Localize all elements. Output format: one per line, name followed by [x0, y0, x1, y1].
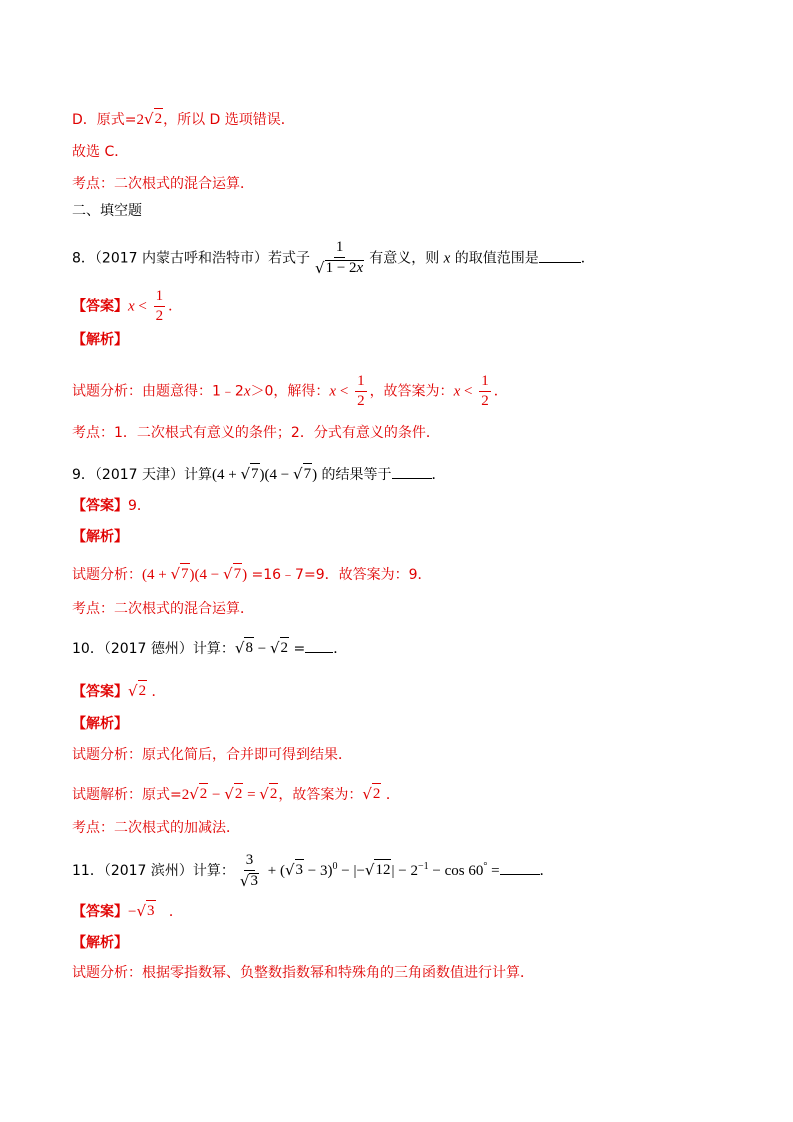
q8-answer: 【答案】x < $\frac{1}{2}$ ． [72, 288, 183, 324]
d-option-line: D．原式=2 √ 2 ，所以 D 选项错误． [72, 110, 295, 128]
question-8: 8．（2017 内蒙古呼和浩特市）若式子 1 √ 1 − 2x 有意义，则 x 的取值范围是 ． [72, 239, 595, 277]
q10-kaodian: 考点：二次根式的加减法． [72, 820, 240, 836]
q9-answer: 【答案】9． [72, 498, 151, 514]
math-2-sqrt2: 2 √ 2 [136, 110, 163, 128]
q9-analysis: 试题分析：(4 + √ 7 )(4 − √ 7 ) =16﹣7=9．故答案为：9． [72, 565, 432, 583]
kaodian-top: 考点：二次根式的混合运算． [72, 176, 254, 192]
question-9: 9．（2017 天津）计算(4 + √ 7 )(4 − √ 7 ) 的结果等于 ． [72, 465, 446, 483]
q10-jiexi: 【解析】 [72, 716, 128, 732]
choose-line: 故选 C． [72, 144, 129, 160]
q11-jiexi: 【解析】 [72, 935, 128, 951]
math-expression-11: 3 √ 3 + ( √ 3 − 3)$^0$ − |− √ 12 | − $2^{-1} - \cos 60^\circ$ = [239, 852, 500, 890]
q8-kaodian: 考点：1．二次根式有意义的条件；2．分式有意义的条件． [72, 425, 440, 441]
section-heading: 二、填空题 [72, 203, 142, 219]
question-10: 10．（2017 德州）计算： √ 8 − √ 2 = ． [72, 639, 348, 657]
q10-analysis-1: 试题分析：原式化简后，合并即可得到结果． [72, 747, 352, 763]
q11-answer: 【答案】− √ 3 ． [72, 902, 183, 920]
question-11: 11．（2017 滨州）计算： 3 √ 3 + ( √ 3 − 3)$^0$ − |− √ 12 | − $2^{-1} - \cos 60^\circ$ = ． [72, 852, 554, 890]
q10-analysis-2: 试题解析：原式=2 √ 2 − √ 2 = √ 2 ，故答案为： √ 2 ． [72, 785, 400, 803]
q8-jiexi: 【解析】 [72, 332, 128, 348]
q8-analysis: 试题分析：由题意得：1﹣2x＞0，解得：x < $\frac{1}{2}$ ，故答案为：x < $\frac{1}{2}$ ． [72, 373, 508, 409]
q11-analysis: 试题分析：根据零指数幂、负整数指数幂和特殊角的三角函数值进行计算． [72, 965, 534, 981]
math-product: (4 + √ 7 )(4 − √ 7 ) [212, 465, 318, 483]
q9-jiexi: 【解析】 [72, 529, 128, 545]
fraction-1-over-sqrt: 1 √ 1 − 2x [315, 239, 364, 277]
q9-kaodian: 考点：二次根式的混合运算． [72, 601, 254, 617]
answer-blank [539, 262, 581, 263]
fraction-half: $\frac{1}{2}$ [155, 288, 164, 324]
q10-answer: 【答案】 √ 2 ． [72, 682, 166, 700]
